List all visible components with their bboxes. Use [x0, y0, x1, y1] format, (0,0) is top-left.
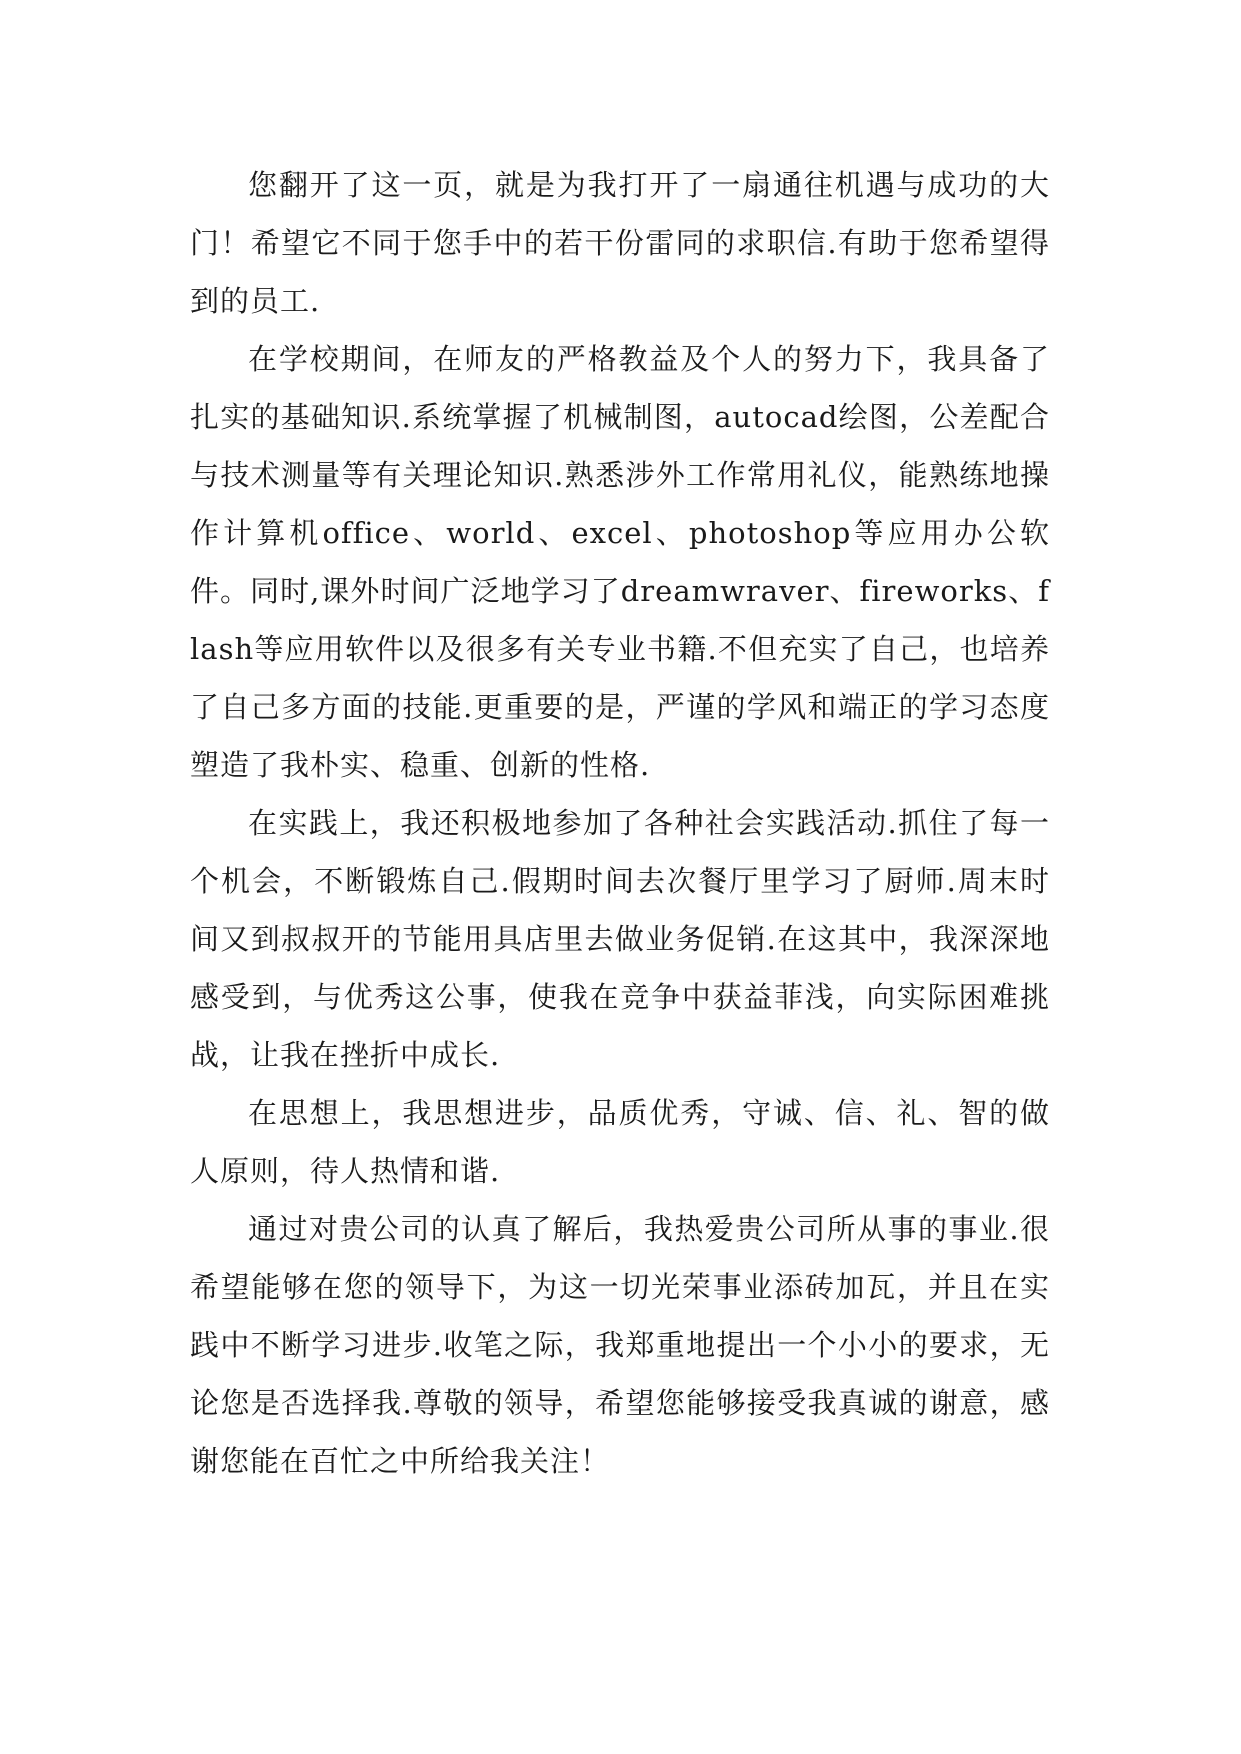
paragraph-education: 在学校期间，在师友的严格教益及个人的努力下，我具备了扎实的基础知识.系统掌握了机械制图，autocad绘图，公差配合与技术测量等有关理论知识.熟悉涉外工作常用礼仪，能熟练地操作计算机office、world、excel、photoshop等应用办公软件。同时,课外时间广泛地学习了dreamwraver、fireworks、flash等应用软件以及很多有关专业书籍.不但充实了自己，也培养了自己多方面的技能.更重要的是，严谨的学风和端正的学习态度塑造了我朴实、稳重、创新的性格.: [190, 342, 1050, 782]
letter-body: [190, 156, 1050, 1490]
paragraph-closing: 通过对贵公司的认真了解后，我热爱贵公司所从事的事业.很希望能够在您的领导下，为这一切光荣事业添砖加瓦，并且在实践中不断学习进步.收笔之际，我郑重地提出一个小小的要求，无论您是否选择我.尊敬的领导，希望您能够接受我真诚的谢意，感谢您能在百忙之中所给我关注！: [190, 1212, 1050, 1478]
paragraph-practice: 在实践上，我还积极地参加了各种社会实践活动.抓住了每一个机会，不断锻炼自己.假期时间去次餐厅里学习了厨师.周末时间又到叔叔开的节能用具店里去做业务促销.在这其中，我深深地感受到，与优秀这公事，使我在竞争中获益菲浅，向实际困难挑战，让我在挫折中成长.: [190, 806, 1050, 1072]
paragraph-character: 在思想上，我思想进步，品质优秀，守诚、信、礼、智的做人原则，待人热情和谐.: [190, 1096, 1050, 1188]
paragraph-opening: 您翻开了这一页，就是为我打开了一扇通往机遇与成功的大门！希望它不同于您手中的若干份雷同的求职信.有助于您希望得到的员工.: [190, 168, 1050, 318]
